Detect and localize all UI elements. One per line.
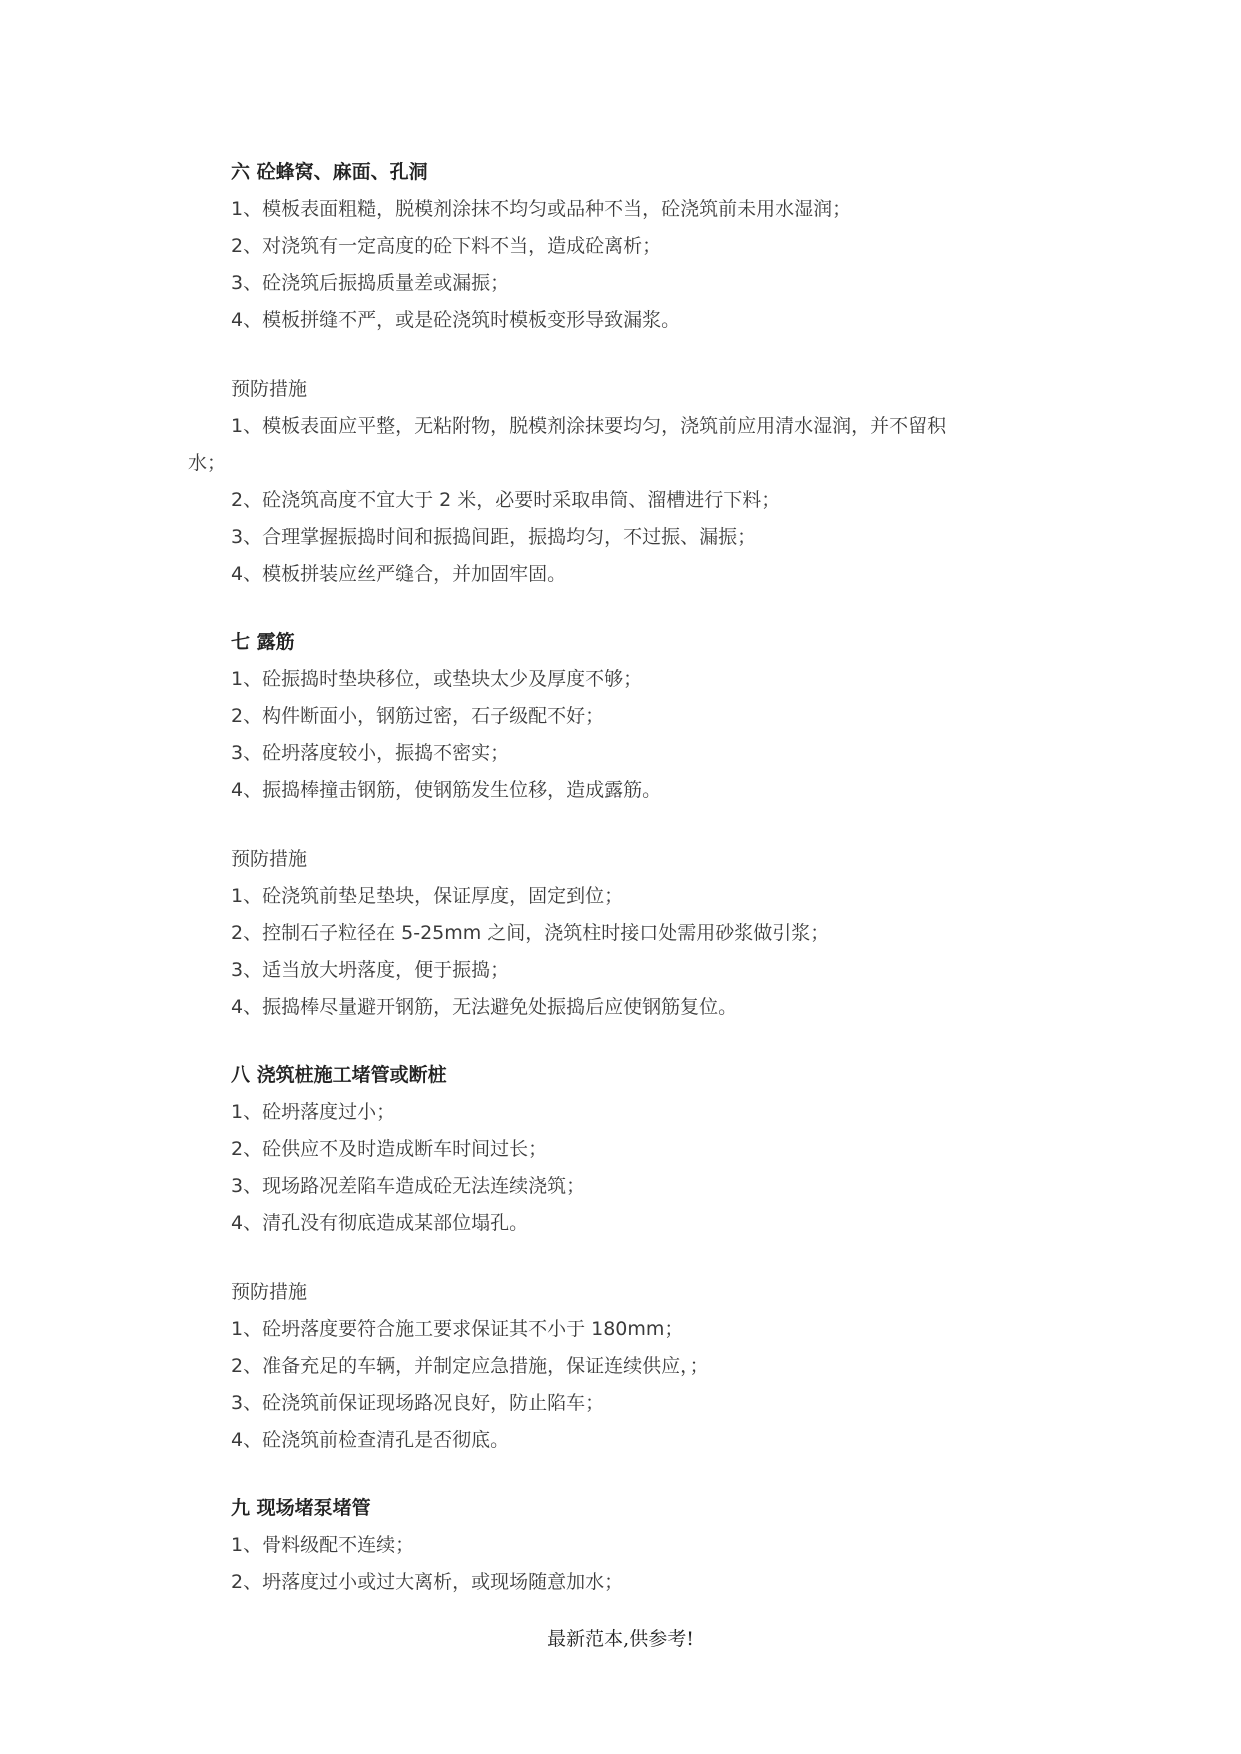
- section-7-prevention-1: 1、砼浇筑前垫足垫块，保证厚度，固定到位；: [231, 885, 624, 907]
- section-9-cause-1: 1、骨料级配不连续；: [231, 1534, 415, 1556]
- section-8-prevention-2: 2、准备充足的车辆，并制定应急措施，保证连续供应，；: [231, 1355, 709, 1377]
- section-6-prevention-1: 1、模板表面应平整，无粘附物，脱模剂涂抹要均匀，浇筑前应用清水湿润，并不留积: [231, 415, 947, 437]
- section-7-prevention-4: 4、振捣棒尽量避开钢筋，无法避免处振捣后应使钢筋复位。: [231, 996, 738, 1018]
- section-8-prevention-4: 4、砼浇筑前检查清孔是否彻底。: [231, 1429, 510, 1451]
- section-7-prevention-3: 3、适当放大坍落度，便于振捣；: [231, 959, 510, 981]
- section-6-cause-3: 3、砼浇筑后振捣质量差或漏振；: [231, 272, 510, 294]
- section-7-cause-4: 4、振捣棒撞击钢筋，使钢筋发生位移，造成露筋。: [231, 779, 662, 801]
- section-7-cause-1: 1、砼振捣时垫块移位，或垫块太少及厚度不够；: [231, 668, 643, 690]
- page-footer: 最新范本,供参考!: [547, 1628, 694, 1650]
- section-8-cause-2: 2、砼供应不及时造成断车时间过长；: [231, 1138, 548, 1160]
- section-6-prevention-4: 4、模板拼装应丝严缝合，并加固牢固。: [231, 563, 567, 585]
- section-7-cause-2: 2、构件断面小，钢筋过密，石子级配不好；: [231, 705, 605, 727]
- section-8-cause-4: 4、清孔没有彻底造成某部位塌孔。: [231, 1212, 529, 1234]
- section-9-title: 九 现场堵泵堵管: [231, 1497, 371, 1519]
- section-8-cause-3: 3、现场路况差陷车造成砼无法连续浇筑；: [231, 1175, 586, 1197]
- section-6-cause-4: 4、模板拼缝不严，或是砼浇筑时模板变形导致漏浆。: [231, 309, 681, 331]
- section-8-prevention-1: 1、砼坍落度要符合施工要求保证其不小于 180mm；: [231, 1318, 684, 1340]
- section-8-title: 八 浇筑桩施工堵管或断桩: [231, 1064, 447, 1086]
- section-9-cause-2: 2、坍落度过小或过大离析，或现场随意加水；: [231, 1571, 624, 1593]
- section-7-prevention-2: 2、控制石子粒径在 5-25mm 之间，浇筑柱时接口处需用砂浆做引浆；: [231, 922, 830, 944]
- section-6-prevention-3: 3、合理掌握振捣时间和振捣间距，振捣均匀，不过振、漏振；: [231, 526, 757, 548]
- section-8-prevention-title: 预防措施: [231, 1281, 308, 1303]
- section-6-prevention-title: 预防措施: [231, 378, 308, 400]
- section-7-cause-3: 3、砼坍落度较小，振捣不密实；: [231, 742, 510, 764]
- section-6-prevention-1-cont: 水；: [188, 452, 227, 474]
- section-6-cause-1: 1、模板表面粗糙，脱模剂涂抹不均匀或品种不当，砼浇筑前未用水湿润；: [231, 198, 852, 220]
- section-6-prevention-2: 2、砼浇筑高度不宜大于 2 米，必要时采取串筒、溜槽进行下料；: [231, 489, 781, 511]
- section-7-title: 七 露筋: [231, 631, 295, 653]
- section-7-prevention-title: 预防措施: [231, 848, 308, 870]
- section-8-cause-1: 1、砼坍落度过小；: [231, 1101, 396, 1123]
- section-8-prevention-3: 3、砼浇筑前保证现场路况良好，防止陷车；: [231, 1392, 605, 1414]
- section-6-title: 六 砼蜂窝、麻面、孔洞: [231, 161, 428, 183]
- section-6-cause-2: 2、对浇筑有一定高度的砼下料不当，造成砼离析；: [231, 235, 662, 257]
